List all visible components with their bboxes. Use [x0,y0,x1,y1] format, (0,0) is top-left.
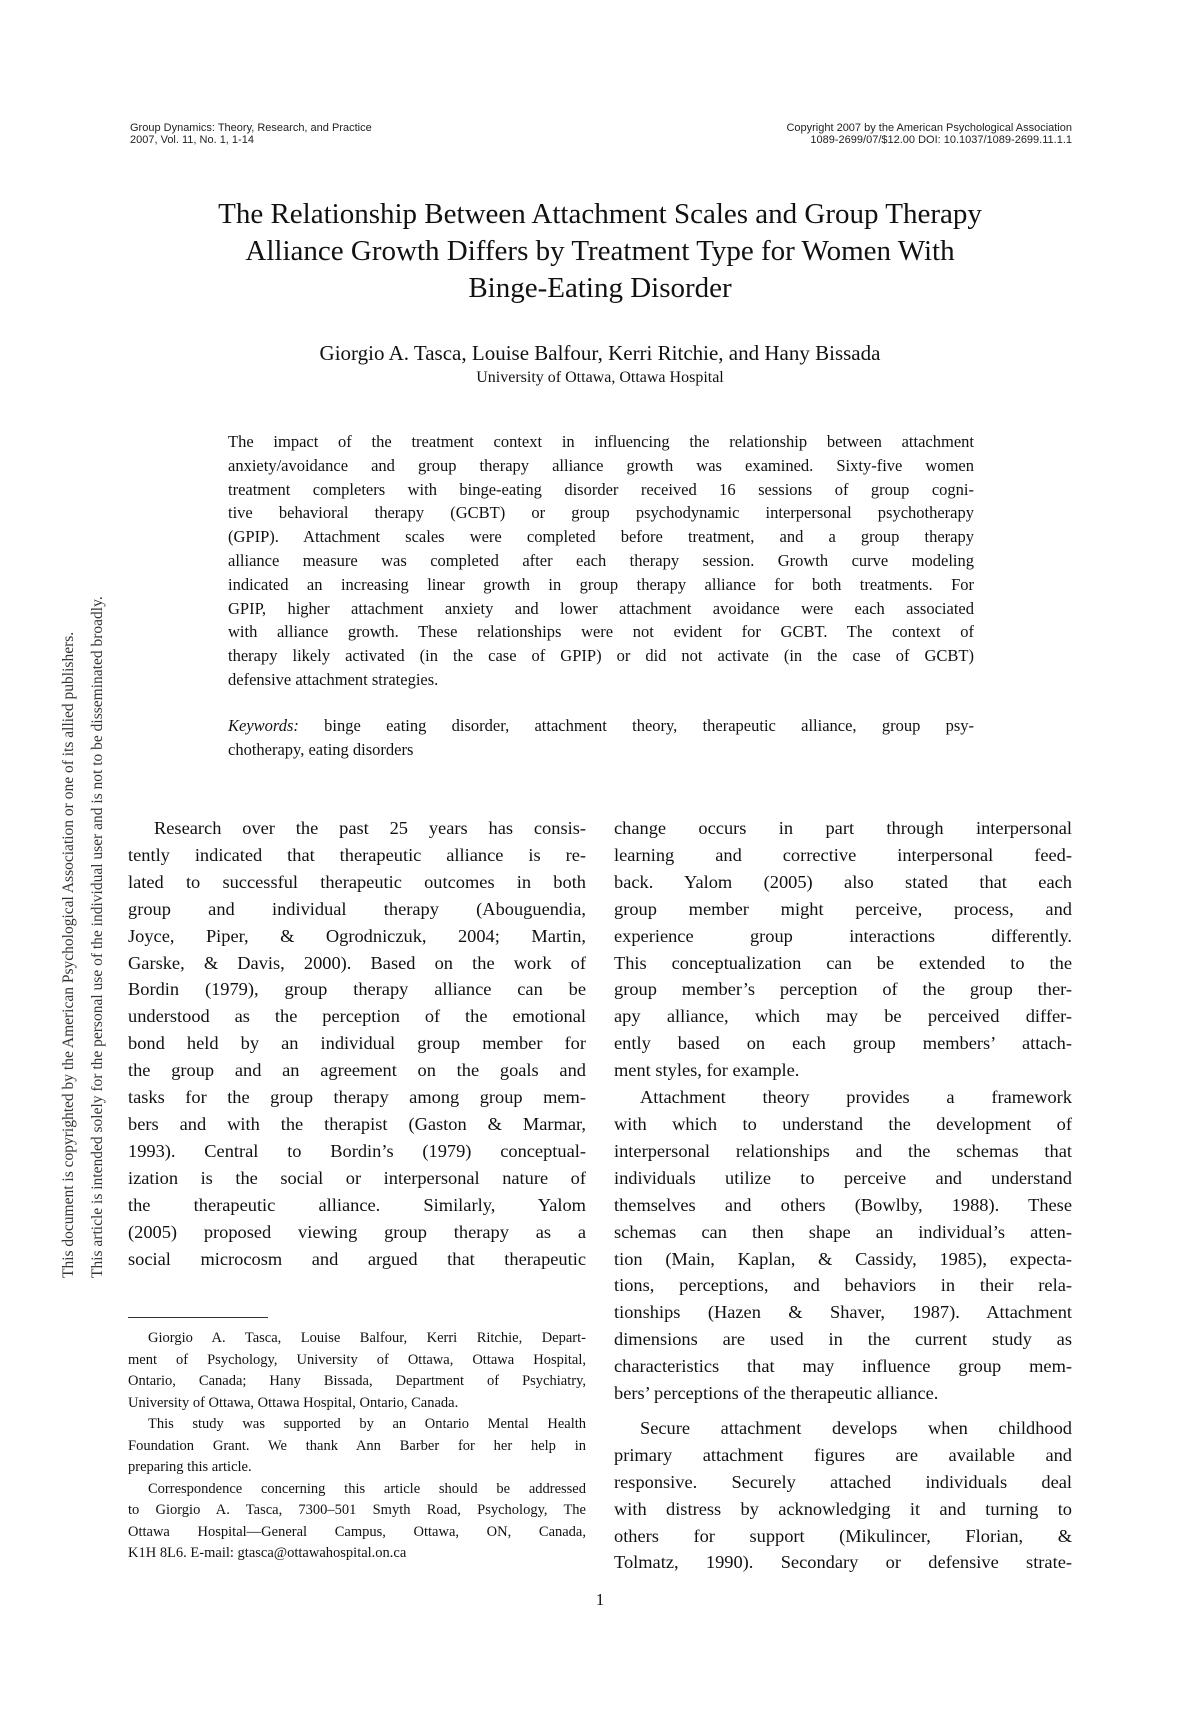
keywords [228,714,974,762]
watermark-line: This document is copyrighted by the American Psychological Association or one of its allied publishers. [60,631,77,1278]
body-line: interpersonal relationships and the schemas that [614,1140,1072,1161]
body-line: with distress by acknowledging it and turning to [614,1498,1072,1519]
copyright-line: Copyright 2007 by the American Psychological Association [786,122,1072,134]
keywords-line: chotherapy, eating disorders [228,740,414,759]
footnote-line: University of Ottawa, Ottawa Hospital, Ontario, Canada. [128,1394,459,1411]
body-line: ment styles, for example. [614,1060,800,1081]
body-line: others for support (Mikulincer, Florian, & [614,1525,1072,1546]
abstract-line: treatment completers with binge-eating disorder received 16 sessions of group cogni- [228,479,974,499]
footnote-line: K1H 8L6. E-mail: gtasca@ottawahospital.on.ca [128,1545,407,1561]
body-line: tently indicated that therapeutic alliance is re- [128,844,586,865]
abstract-line: with alliance growth. These relationships were not evident for GCBT. The context of [228,622,974,642]
body-line: social microcosm and argued that therapeutic [128,1248,586,1269]
body-line: learning and corrective interpersonal feed- [614,844,1072,865]
body-line: 1993). Central to Bordin’s (1979) conceptual- [128,1140,586,1161]
body-line: understood as the perception of the emotional [128,1006,586,1027]
body-line: Secure attachment develops when childhood [640,1417,1072,1438]
body-right-column [614,815,1072,1576]
footnote-line: Giorgio A. Tasca, Louise Balfour, Kerri Ritchie, Depart- [148,1330,586,1346]
body-line: dimensions are used in the current study as [614,1329,1072,1350]
body-line: tions, perceptions, and behaviors in their rela- [614,1275,1072,1296]
footnote-line: Foundation Grant. We thank Ann Barber for her help in [128,1437,586,1454]
body-line: themselves and others (Bowlby, 1988). These [614,1194,1072,1215]
footnote-line: to Giorgio A. Tasca, 7300–501 Smyth Road, Psychology, The [128,1502,586,1518]
body-line: individuals utilize to perceive and understand [614,1167,1072,1188]
abstract-line: indicated an increasing linear growth in group therapy alliance for both treatments. For [228,574,974,594]
body-line: lated to successful therapeutic outcomes in both [128,871,586,892]
body-line: tion (Main, Kaplan, & Cassidy, 1985), expecta- [614,1248,1072,1269]
copyright-header [786,122,1072,146]
footnote-line: Ontario, Canada; Hany Bissada, Department of Psychiatry, [128,1373,586,1389]
body-line: bers and with the therapist (Gaston & Marmar, [128,1113,586,1134]
abstract-line: defensive attachment strategies. [228,669,439,689]
abstract [228,430,974,692]
title-line: Alliance Growth Differs by Treatment Type for Women With [245,235,955,267]
affiliation: University of Ottawa, Ottawa Hospital [476,369,724,386]
body-line: group member’s perception of the group ther- [614,979,1072,1000]
body-line: Garske, & Davis, 2000). Based on the work of [128,952,586,973]
keywords-text: binge eating disorder, attachment theory, therapeutic alliance, group psy- [324,716,974,735]
abstract-line: GPIP, higher attachment anxiety and lower attachment avoidance were each associated [228,598,974,618]
footnote-line: preparing this article. [128,1459,252,1475]
body-line: ently based on each group members’ attach- [614,1033,1072,1054]
abstract-line: (GPIP). Attachment scales were completed before treatment, and a group therapy [228,527,974,547]
body-line: primary attachment figures are available and [614,1444,1072,1465]
body-line: Tolmatz, 1990). Secondary or defensive strate- [614,1552,1072,1573]
body-line: tasks for the group therapy among group mem- [128,1087,586,1108]
keywords-line [228,714,974,738]
title-line: Binge-Eating Disorder [468,272,732,304]
volume-info: 2007, Vol. 11, No. 1, 1-14 [130,134,254,146]
body-line: with which to understand the development of [614,1113,1072,1134]
abstract-line: anxiety/avoidance and group therapy alliance growth was examined. Sixty-five women [228,455,974,475]
body-line: tionships (Hazen & Shaver, 1987). Attachment [614,1302,1072,1323]
paragraph-gap [614,1407,1072,1415]
body-line: Research over the past 25 years has consis- [154,818,586,838]
body-line: This conceptualization can be extended to the [614,952,1072,973]
body-line: Attachment theory provides a framework [640,1087,1072,1108]
body-line: Bordin (1979), group therapy alliance can be [128,979,586,1000]
title-line: The Relationship Between Attachment Scales and Group Therapy [218,198,982,230]
body-line: apy alliance, which may be perceived differ- [614,1006,1072,1027]
abstract-line: therapy likely activated (in the case of GPIP) or did not activate (in the case of GCBT) [228,646,974,666]
abstract-line: The impact of the treatment context in influencing the relationship between attachment [228,432,974,451]
body-line: the therapeutic alliance. Similarly, Yalom [128,1194,586,1215]
body-line: bers’ perceptions of the therapeutic alliance. [614,1383,939,1404]
body-line: group and individual therapy (Abouguendia, [128,898,586,919]
doi-line: 1089-2699/07/$12.00 DOI: 10.1037/1089-2699.11.1.1 [810,134,1072,146]
body-line: back. Yalom (2005) also stated that each [614,871,1072,892]
footnote-line: Correspondence concerning this article should be addressed [148,1480,586,1497]
body-line: schemas can then shape an individual’s atten- [614,1221,1072,1242]
footnote-line: ment of Psychology, University of Ottawa, Ottawa Hospital, [128,1351,586,1368]
article-title [100,196,1100,307]
keywords-label: Keywords: [228,716,299,735]
footnotes [128,1328,586,1565]
body-line: (2005) proposed viewing group therapy as a [128,1221,586,1242]
footnote-divider [128,1317,268,1318]
body-line: Joyce, Piper, & Ogrodniczuk, 2004; Martin, [128,925,586,946]
body-line: group member might perceive, process, and [614,898,1072,919]
body-line: the group and an agreement on the goals and [128,1060,586,1081]
body-line: ization is the social or interpersonal nature of [128,1167,586,1188]
body-left-column [128,815,586,1272]
journal-name: Group Dynamics: Theory, Research, and Practice [130,122,372,134]
journal-header [130,122,372,146]
footnote-line: This study was supported by an Ontario Mental Health [148,1416,586,1432]
body-line: experience group interactions differently. [614,925,1072,946]
footnote-line: Ottawa Hospital—General Campus, Ottawa, ON, Canada, [128,1523,586,1540]
body-line: characteristics that may influence group mem- [614,1356,1072,1377]
author-list: Giorgio A. Tasca, Louise Balfour, Kerri Ritchie, and Hany Bissada [319,341,881,365]
abstract-line: tive behavioral therapy (GCBT) or group psychodynamic interpersonal psychotherapy [228,503,974,523]
body-line: change occurs in part through interpersonal [614,818,1072,838]
copyright-watermark [54,596,112,1278]
watermark-line: This article is intended solely for the personal use of the individual user and is not to be disseminated broadly. [89,596,106,1278]
abstract-line: alliance measure was completed after each therapy session. Growth curve modeling [228,550,974,570]
page-number: 1 [595,1590,605,1609]
body-line: bond held by an individual group member for [128,1033,586,1054]
body-line: responsive. Securely attached individuals deal [614,1471,1072,1492]
